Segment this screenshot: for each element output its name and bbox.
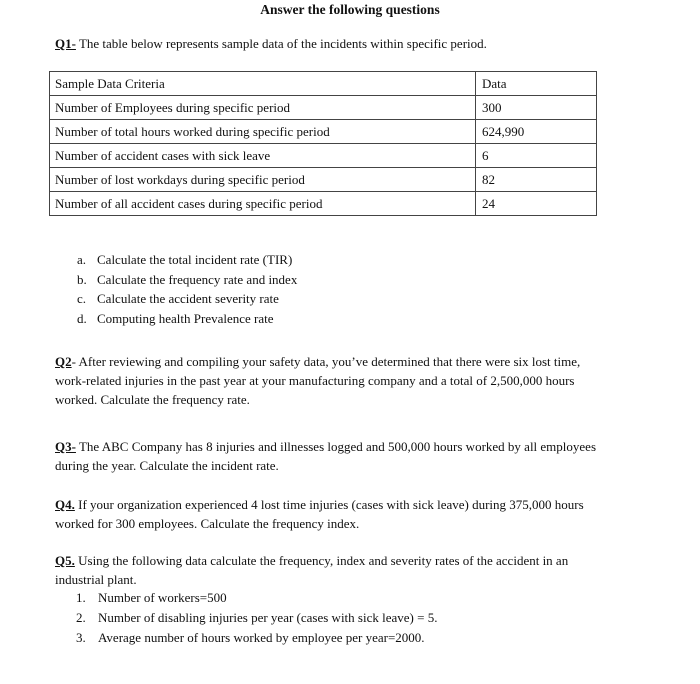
table-cell-data: 82 [476, 168, 597, 192]
q1-label: Q1- [55, 36, 76, 51]
table-header-criteria: Sample Data Criteria [50, 72, 476, 96]
table-row [50, 168, 597, 192]
incident-data-table [49, 71, 597, 216]
q4-label: Q4. [55, 497, 75, 512]
table-cell-criteria: Number of Employees during specific period [50, 96, 476, 120]
q3-line-2: during the year. Calculate the incident rate. [55, 458, 279, 473]
list-item: c. Calculate the accident severity rate [77, 291, 279, 306]
table-cell-criteria: Number of total hours worked during specific period [50, 120, 476, 144]
q4-line-2: worked for 300 employees. Calculate the frequency index. [55, 516, 360, 531]
q1-text: The table below represents sample data of the incidents within specific period. [75, 36, 487, 51]
table-cell-data: 300 [476, 96, 597, 120]
q5-label: Q5. [55, 553, 75, 568]
table-cell-criteria: Number of accident cases with sick leave [50, 144, 476, 168]
list-item: 3. Average number of hours worked by employee per year=2000. [76, 630, 425, 645]
list-item: d. Computing health Prevalence rate [77, 310, 274, 326]
list-item: b. Calculate the frequency rate and index [77, 271, 298, 287]
table-cell-data: 6 [476, 144, 597, 168]
table-row [50, 144, 597, 168]
q5-line-2: industrial plant. [55, 572, 137, 587]
q5-data-list [76, 588, 437, 648]
q3-label: Q3- [55, 439, 76, 454]
q5-prompt: Q5. Using the following data calculate the frequency, index and severity rates of the accident in an [55, 553, 569, 568]
q3-prompt: Q3- The ABC Company has 8 injuries and illnesses logged and 500,000 hours worked by all employees [55, 439, 597, 454]
q1-prompt [55, 34, 675, 53]
list-item: 1. Number of workers=500 [76, 590, 227, 605]
table-row [50, 192, 597, 216]
page-title: Answer the following questions [260, 2, 440, 17]
list-item: a. Calculate the total incident rate (TIR) [77, 252, 293, 267]
table-row [50, 120, 597, 144]
q4-prompt: Q4. If your organization experienced 4 lost time injuries (cases with sick leave) during 375,000 hours [55, 497, 584, 512]
q2-line-3: worked. Calculate the frequency rate. [55, 392, 250, 407]
table-cell-criteria: Number of lost workdays during specific period [50, 168, 476, 192]
q2-line-2: work-related injuries in the past year at your manufacturing company and a total of 2,500,000 hours [55, 373, 575, 388]
q2-prompt: Q2- After reviewing and compiling your safety data, you’ve determined that there were six lost time, [55, 354, 581, 369]
table-cell-data: 624,990 [476, 120, 597, 144]
table-cell-criteria: Number of all accident cases during specific period [50, 192, 476, 216]
table-row [50, 96, 597, 120]
list-item: 2. Number of disabling injuries per year (cases with sick leave) = 5. [76, 610, 438, 625]
q1-subquestions [77, 250, 297, 328]
table-cell-data: 24 [476, 192, 597, 216]
table-header-data: Data [476, 72, 597, 96]
q2-label: Q2 [55, 354, 72, 369]
table-header-row [50, 72, 597, 96]
